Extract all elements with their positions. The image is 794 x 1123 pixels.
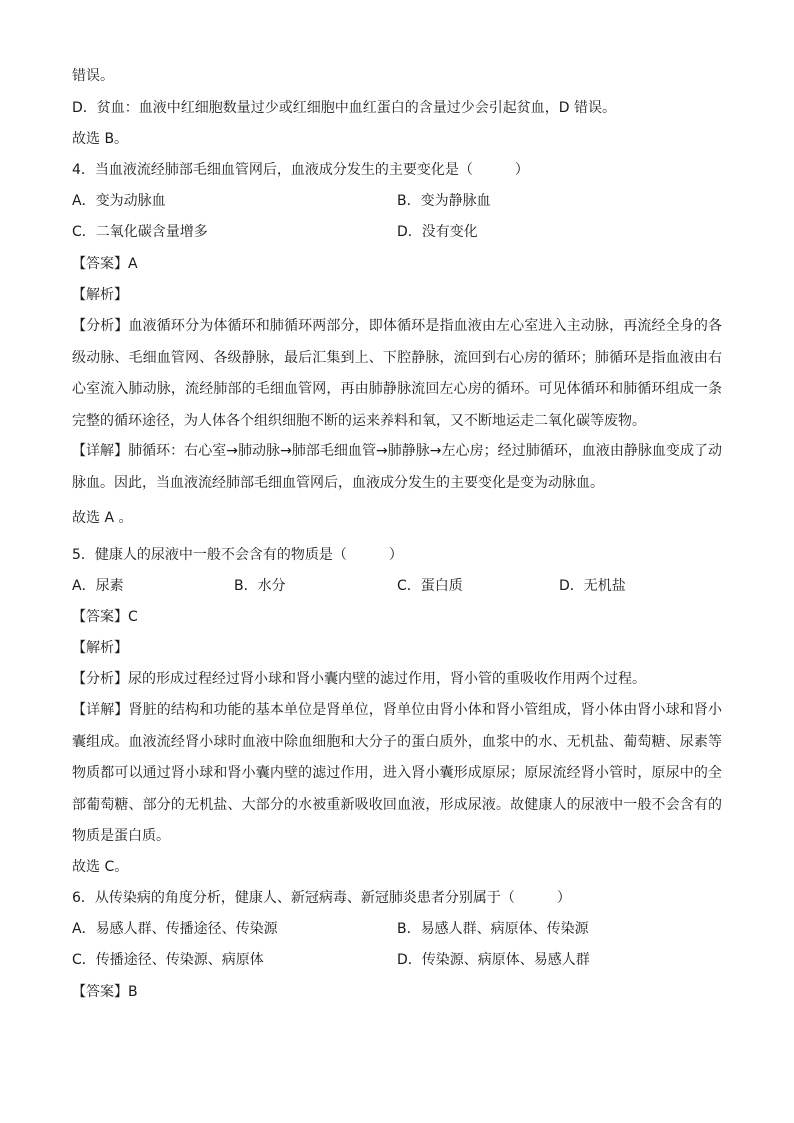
q4-option-c: C．二氧化碳含量增多 bbox=[72, 224, 208, 240]
q5-detailed-explanation: 【详解】肾脏的结构和功能的基本单位是肾单位，肾单位由肾小体和肾小管组成，肾小体由肾小球和肾小囊组成。血液流经肾小球时血液中除血细胞和大分子的蛋白质外，血浆中的水、无机盐、葡萄糖、尿素等物质都可以通过肾小球和肾小囊内壁的滤过作用，进入肾小囊形成原尿；原尿流经肾小管时，原尿中的全部葡萄糖、部分的无机盐、大部分的水被重新吸收回血液，形成尿液。故健康人的尿液中一般不会含有的物质是蛋白质。 bbox=[72, 702, 722, 844]
q5-jiexi-label: 【解析】 bbox=[72, 640, 128, 656]
q5-option-b: B．水分 bbox=[234, 578, 286, 594]
continued-text: 错误。 bbox=[72, 68, 114, 84]
q4-detailed-explanation: 【详解】肺循环：右心室→肺动脉→肺部毛细血管→肺静脉→左心房；经过肺循环，血液由静脉血变成了动脉血。因此，当血液流经肺部毛细血管网后，血液成分发生的主要变化是变为动脉血。 bbox=[72, 443, 722, 491]
question-6-stem: 6．从传染病的角度分析，健康人、新冠病毒、新冠肺炎患者分别属于（ ） bbox=[72, 890, 571, 906]
q4-option-b: B．变为静脉血 bbox=[397, 193, 491, 209]
q5-option-c: C．蛋白质 bbox=[397, 578, 463, 594]
q5-option-d: D．无机盐 bbox=[559, 578, 626, 594]
q4-jiexi-label: 【解析】 bbox=[72, 287, 128, 303]
q6-answer: 【答案】B bbox=[72, 984, 138, 1000]
q4-analysis: 【分析】血液循环分为体循环和肺循环两部分，即体循环是指血液由左心室进入主动脉，再流经全身的各级动脉、毛细血管网、各级静脉，最后汇集到上、下腔静脉，流回到右心房的循环；肺循环是指血液由右心室流入肺动脉，流经肺部的毛细血管网，再由肺静脉流回左心房的循环。可见体循环和肺循环组成一条完整的循环途径，为人体各个组织细胞不断的运来养料和氧，又不断地运走二氧化碳等废物。 bbox=[72, 318, 722, 429]
q4-conclusion: 故选 A 。 bbox=[72, 510, 133, 526]
q6-option-b: B．易感人群、病原体、传染源 bbox=[397, 921, 589, 937]
q6-option-c: C．传播途径、传染源、病原体 bbox=[72, 952, 264, 968]
q5-answer: 【答案】C bbox=[72, 609, 138, 625]
q5-conclusion: 故选 C。 bbox=[72, 859, 129, 875]
prev-explanation-d: D．贫血：血液中红细胞数量过少或红细胞中血红蛋白的含量过少会引起贫血，D 错误。 bbox=[72, 100, 617, 116]
q4-answer: 【答案】A bbox=[72, 256, 138, 272]
q4-option-d: D．没有变化 bbox=[397, 224, 478, 240]
q4-option-a: A．变为动脉血 bbox=[72, 193, 166, 209]
question-5-stem: 5．健康人的尿液中一般不会含有的物质是（ ） bbox=[72, 547, 403, 563]
q5-analysis: 【分析】尿的形成过程经过肾小球和肾小囊内壁的滤过作用，肾小管的重吸收作用两个过程。 bbox=[72, 671, 646, 687]
q5-option-a: A．尿素 bbox=[72, 578, 124, 594]
prev-conclusion: 故选 B。 bbox=[72, 131, 129, 147]
q6-option-d: D．传染源、病原体、易感人群 bbox=[397, 952, 590, 968]
q6-option-a: A．易感人群、传播途径、传染源 bbox=[72, 921, 278, 937]
question-4-stem: 4．当血液流经肺部毛细血管网后，血液成分发生的主要变化是（ ） bbox=[72, 162, 529, 178]
